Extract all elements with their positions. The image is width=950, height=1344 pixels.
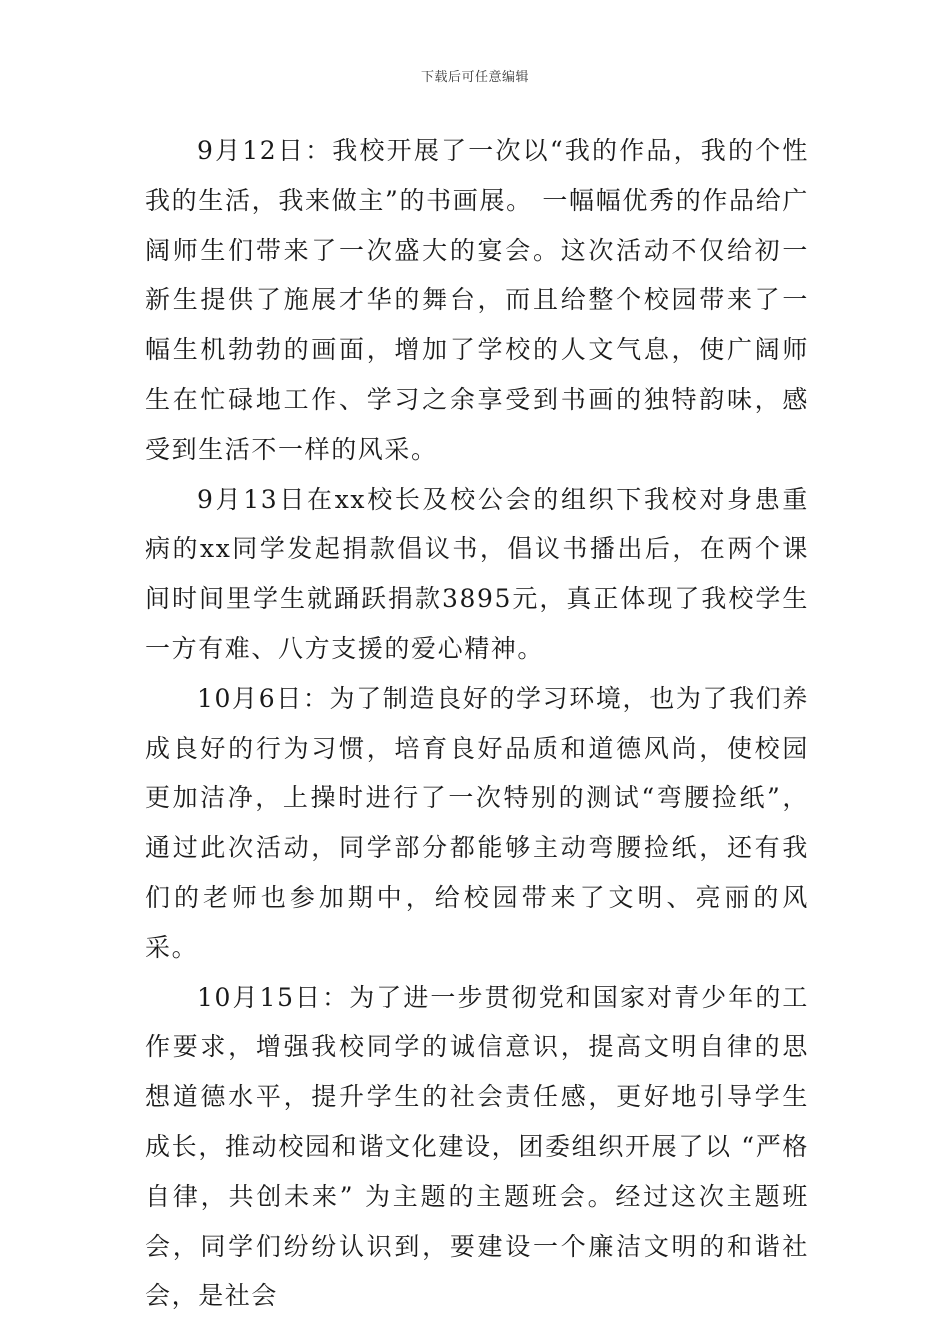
document-body (145, 126, 809, 1321)
paragraph-oct-6: 10月6日：为了制造良好的学习环境，也为了我们养成良好的行为习惯，培育良好品质和道德风尚，使校园更加洁净，上操时进行了一次特别的测试“弯腰捡纸”，通过此次活动，同学部分都能够主动弯腰捡纸，还有我们的老师也参加期中，给校园带来了文明、亮丽的风采。 (145, 683, 809, 962)
paragraph-sept-13: 9月13日在xx校长及校公会的组织下我校对身患重病的xx同学发起捐款倡议书，倡议书播出后，在两个课间时间里学生就踊跃捐款3895元，真正体现了我校学生一方有难、八方支援的爱心精神。 (145, 484, 809, 663)
paragraph-oct-15: 10月15日：为了进一步贯彻党和国家对青少年的工作要求，增强我校同学的诚信意识，提高文明自律的思想道德水平，提升学生的社会责任感，更好地引导学生成长，推动校园和谐文化建设，团委组织开展了以 “严格自律，共创未来” 为主题的主题班会。经过这次主题班会，同学们纷纷认识到，要建设一个廉洁文明的和谐社会，是社会 (145, 982, 809, 1311)
paragraph-sept-12: 9月12日：我校开展了一次以“我的作品，我的个性我的生活，我来做主”的书画展。 一幅幅优秀的作品给广阔师生们带来了一次盛大的宴会。这次活动不仅给初一新生提供了施展才华的舞台，而且给整个校园带来了一幅生机勃勃的画面，增加了学校的人文气息，使广阔师生在忙碌地工作、学习之余享受到书画的独特韵味，感受到生活不一样的风采。 (145, 136, 809, 464)
header-note: 下载后可任意编辑 (420, 70, 529, 85)
